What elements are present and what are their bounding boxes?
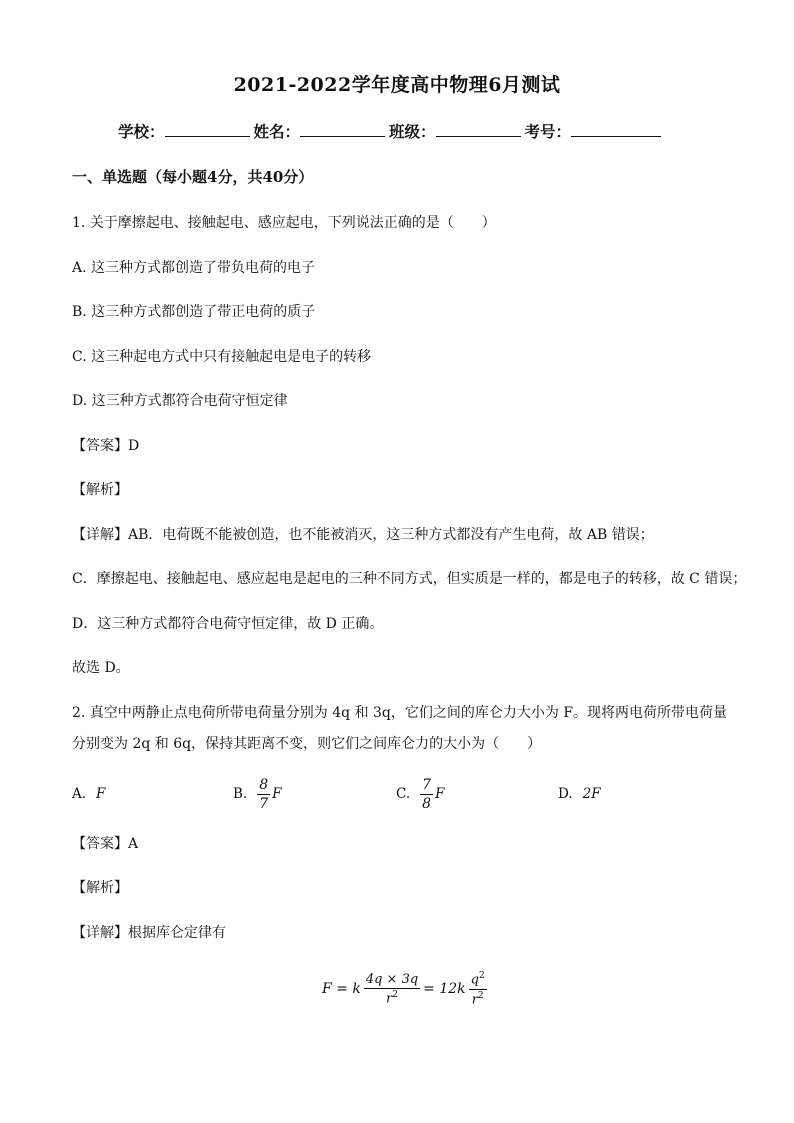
q1-option-c: C. 这三种起电方式中只有接触起电是电子的转移 xyxy=(72,349,372,365)
q1-option-a: A. 这三种方式都创造了带负电荷的电子 xyxy=(72,260,316,276)
formula-denominator-1 xyxy=(386,989,398,1005)
q2-option-b-numerator: 8 xyxy=(259,776,269,793)
q1-answer: 【答案】D xyxy=(72,438,140,454)
q1-detail-3: D．这三种方式都符合电荷守恒定律，故 D 正确。 xyxy=(72,616,384,632)
exam-title: 2021-2022学年度高中物理6月测试 xyxy=(233,74,561,96)
q1-choose: 故选 D。 xyxy=(72,660,130,676)
school-blank[interactable] xyxy=(165,122,250,137)
q2-option-b xyxy=(233,772,282,816)
section-heading: 一、单选题（每小题4分，共40分） xyxy=(72,168,314,186)
q2-option-c-denominator: 8 xyxy=(422,795,432,812)
formula-denominator-2 xyxy=(472,990,484,1006)
q2-option-c-variable: F xyxy=(435,786,445,802)
q2-option-b-fraction xyxy=(257,778,270,811)
q2-option-c-numerator: 7 xyxy=(422,776,432,793)
q2-option-c xyxy=(396,772,444,816)
class-label: 班级： xyxy=(389,122,436,141)
formula-numerator-1: 4q × 3q xyxy=(365,971,419,987)
class-blank[interactable] xyxy=(436,122,521,137)
q1-detail-2: C．摩擦起电、接触起电、感应起电是起电的三种不同方式，但实质是一样的，都是电子的转移，故 C 错误； xyxy=(72,571,747,587)
q2-option-c-fraction xyxy=(420,778,433,811)
formula-numerator-2 xyxy=(469,972,487,989)
formula-denominator-2-var: r xyxy=(471,991,478,1007)
q2-option-b-label: B. xyxy=(233,786,248,802)
name-label: 姓名： xyxy=(253,122,301,141)
q2-option-d-label: D. xyxy=(558,786,573,802)
formula-numerator-2-exp: 2 xyxy=(478,971,485,982)
q2-option-d-value: 2F xyxy=(582,786,601,802)
coulomb-formula xyxy=(322,964,490,1014)
q2-option-c-label: C. xyxy=(396,786,411,802)
school-label: 学校： xyxy=(118,122,165,141)
exam-number-label: 考号： xyxy=(524,122,572,141)
formula-denominator-2-exp: 2 xyxy=(477,990,484,1001)
formula-fraction-2 xyxy=(469,972,487,1006)
q2-analysis: 【解析】 xyxy=(72,880,128,896)
q1-option-d: D. 这三种方式都符合电荷守恒定律 xyxy=(72,393,288,409)
formula-lhs: F = k xyxy=(322,981,361,997)
q2-option-b-variable: F xyxy=(272,786,282,802)
exam-number-blank[interactable] xyxy=(571,122,661,137)
formula-denominator-1-var: r xyxy=(386,991,393,1007)
q1-stem: 1. 关于摩擦起电、接触起电、感应起电，下列说法正确的是（ ） xyxy=(72,215,496,231)
q1-detail-1: 【详解】AB．电荷既不能被创造，也不能被消灭，这三种方式都没有产生电荷，故 AB 错误； xyxy=(72,527,654,543)
student-info-row xyxy=(118,120,665,142)
q2-option-a-label: A. xyxy=(72,786,87,802)
formula-numerator-2-var: q xyxy=(470,972,479,988)
q2-detail-1: 【详解】根据库仑定律有 xyxy=(72,925,226,941)
formula-mid: = 12k xyxy=(423,981,466,997)
q2-option-d xyxy=(558,772,601,816)
q2-option-a-value: F xyxy=(96,786,106,802)
q2-option-a xyxy=(72,772,105,816)
formula-fraction-1 xyxy=(364,973,420,1005)
name-blank[interactable] xyxy=(300,122,385,137)
q2-option-b-denominator: 7 xyxy=(259,795,269,812)
formula-denominator-1-exp: 2 xyxy=(392,989,398,1000)
q1-option-b: B. 这三种方式都创造了带正电荷的质子 xyxy=(72,304,316,320)
q2-answer: 【答案】A xyxy=(72,836,139,852)
q2-stem-line-2: 分别变为 2q 和 6q，保持其距离不变，则它们之间库仑力的大小为（ ） xyxy=(72,736,542,752)
q2-stem-line-1: 2. 真空中两静止点电荷所带电荷量分别为 4q 和 3q，它们之间的库仑力大小为 F。现将两电荷所带电荷量 xyxy=(72,705,728,721)
q2-options xyxy=(72,772,732,816)
q1-analysis: 【解析】 xyxy=(72,482,128,498)
